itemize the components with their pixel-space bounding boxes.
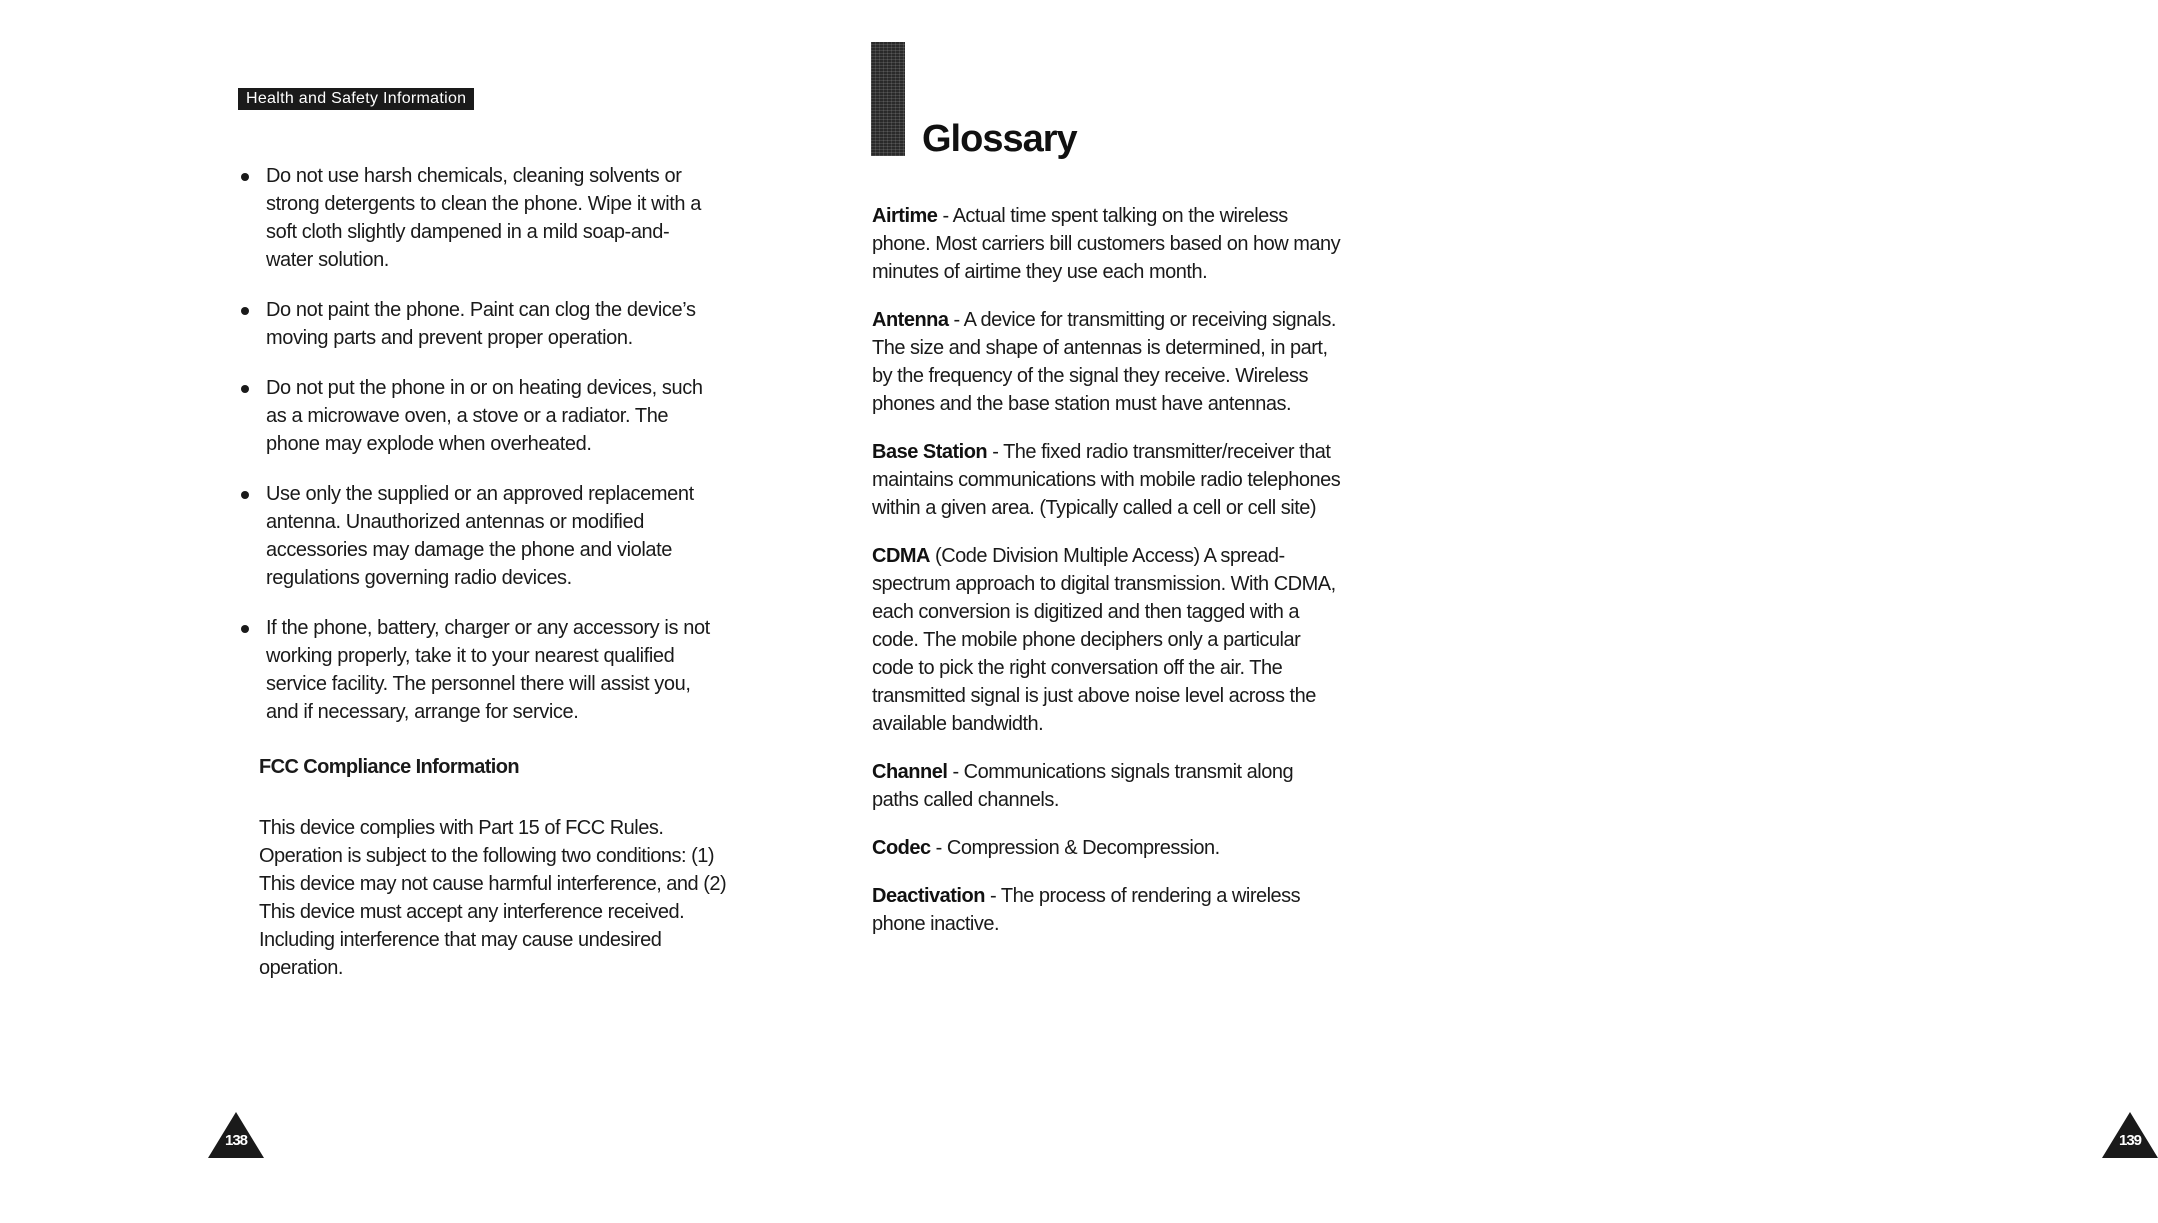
glossary-definition: - Compression & Decompression. xyxy=(930,837,1220,859)
glossary-term: Airtime xyxy=(872,205,938,227)
glossary-entry xyxy=(872,834,1342,862)
right-page xyxy=(792,0,2142,1223)
glossary-entry xyxy=(872,438,1342,522)
page-number-right xyxy=(2102,1112,2158,1158)
bullet-item xyxy=(240,296,710,352)
bullet-dot-icon xyxy=(241,625,249,633)
bullet-item xyxy=(240,374,710,458)
fcc-body: This device complies with Part 15 of FCC Rules. Operation is subject to the following two conditions: (1) This device may not cause harmful interference, and (2) This device must accept any interference received. Including interference that may cause undesired operation. xyxy=(259,817,727,979)
fcc-heading: FCC Compliance Information xyxy=(259,756,519,778)
bullet-item xyxy=(240,480,710,592)
bullet-item xyxy=(240,614,710,726)
bullet-dot-icon xyxy=(241,307,249,315)
bullet-text: Do not use harsh chemicals, cleaning solvents or strong detergents to clean the phone. Wipe it with a soft cloth slightly dampened in a mild soap-and-water solution. xyxy=(266,165,702,271)
care-bullet-list xyxy=(240,162,710,748)
page-number-label: 138 xyxy=(224,1132,248,1149)
glossary-list xyxy=(872,202,1342,958)
chapter-bar-icon xyxy=(871,42,905,156)
glossary-entry xyxy=(872,202,1342,286)
glossary-definition: - A device for transmitting or receiving signals. The size and shape of antennas is determined, in part, by the frequency of the signal they receive. Wireless phones and the base station must have antennas. xyxy=(872,309,1336,415)
glossary-term: Base Station xyxy=(872,441,988,463)
bullet-text: Do not put the phone in or on heating devices, such as a microwave oven, a stove or a radiator. The phone may explode when overheated. xyxy=(266,377,703,455)
glossary-term: Deactivation xyxy=(872,885,985,907)
glossary-term: Channel xyxy=(872,761,948,783)
bullet-dot-icon xyxy=(241,491,249,499)
bullet-text: Do not paint the phone. Paint can clog the device’s moving parts and prevent proper operation. xyxy=(266,299,696,349)
bullet-text: If the phone, battery, charger or any accessory is not working properly, take it to your nearest qualified service facility. The personnel there will assist you, and if necessary, arrange for service. xyxy=(266,617,710,723)
glossary-entry xyxy=(872,882,1342,938)
glossary-definition: - The process of rendering a wireless phone inactive. xyxy=(872,885,1301,935)
bullet-item xyxy=(240,162,710,274)
bullet-dot-icon xyxy=(241,385,249,393)
glossary-definition: - The fixed radio transmitter/receiver that maintains communications with mobile radio telephones within a given area. (Typically called a cell or cell site) xyxy=(872,441,1341,519)
section-tab: Health and Safety Information xyxy=(238,88,474,110)
glossary-definition: (Code Division Multiple Access) A spread-spectrum approach to digital transmission. With CDMA, each conversion is digitized and then tagged with a code. The mobile phone deciphers only a particular code to pick the right conversation off the air. The transmitted signal is just above noise level across the available bandwidth. xyxy=(872,545,1336,735)
bullet-dot-icon xyxy=(241,173,249,181)
glossary-definition: - Actual time spent talking on the wireless phone. Most carriers bill customers based on how many minutes of airtime they use each month. xyxy=(872,205,1341,283)
glossary-term: Codec xyxy=(872,837,931,859)
page-title: Glossary xyxy=(922,118,1077,160)
glossary-term: CDMA xyxy=(872,545,930,567)
glossary-definition: - Communications signals transmit along paths called channels. xyxy=(872,761,1294,811)
glossary-entry xyxy=(872,542,1342,738)
glossary-entry xyxy=(872,758,1342,814)
glossary-entry xyxy=(872,306,1342,418)
left-page xyxy=(0,0,792,1223)
glossary-term: Antenna xyxy=(872,309,949,331)
bullet-text: Use only the supplied or an approved replacement antenna. Unauthorized antennas or modified accessories may damage the phone and violate regulations governing radio devices. xyxy=(266,483,694,589)
page-number-label: 139 xyxy=(2118,1132,2142,1149)
page-number-left xyxy=(208,1112,264,1158)
